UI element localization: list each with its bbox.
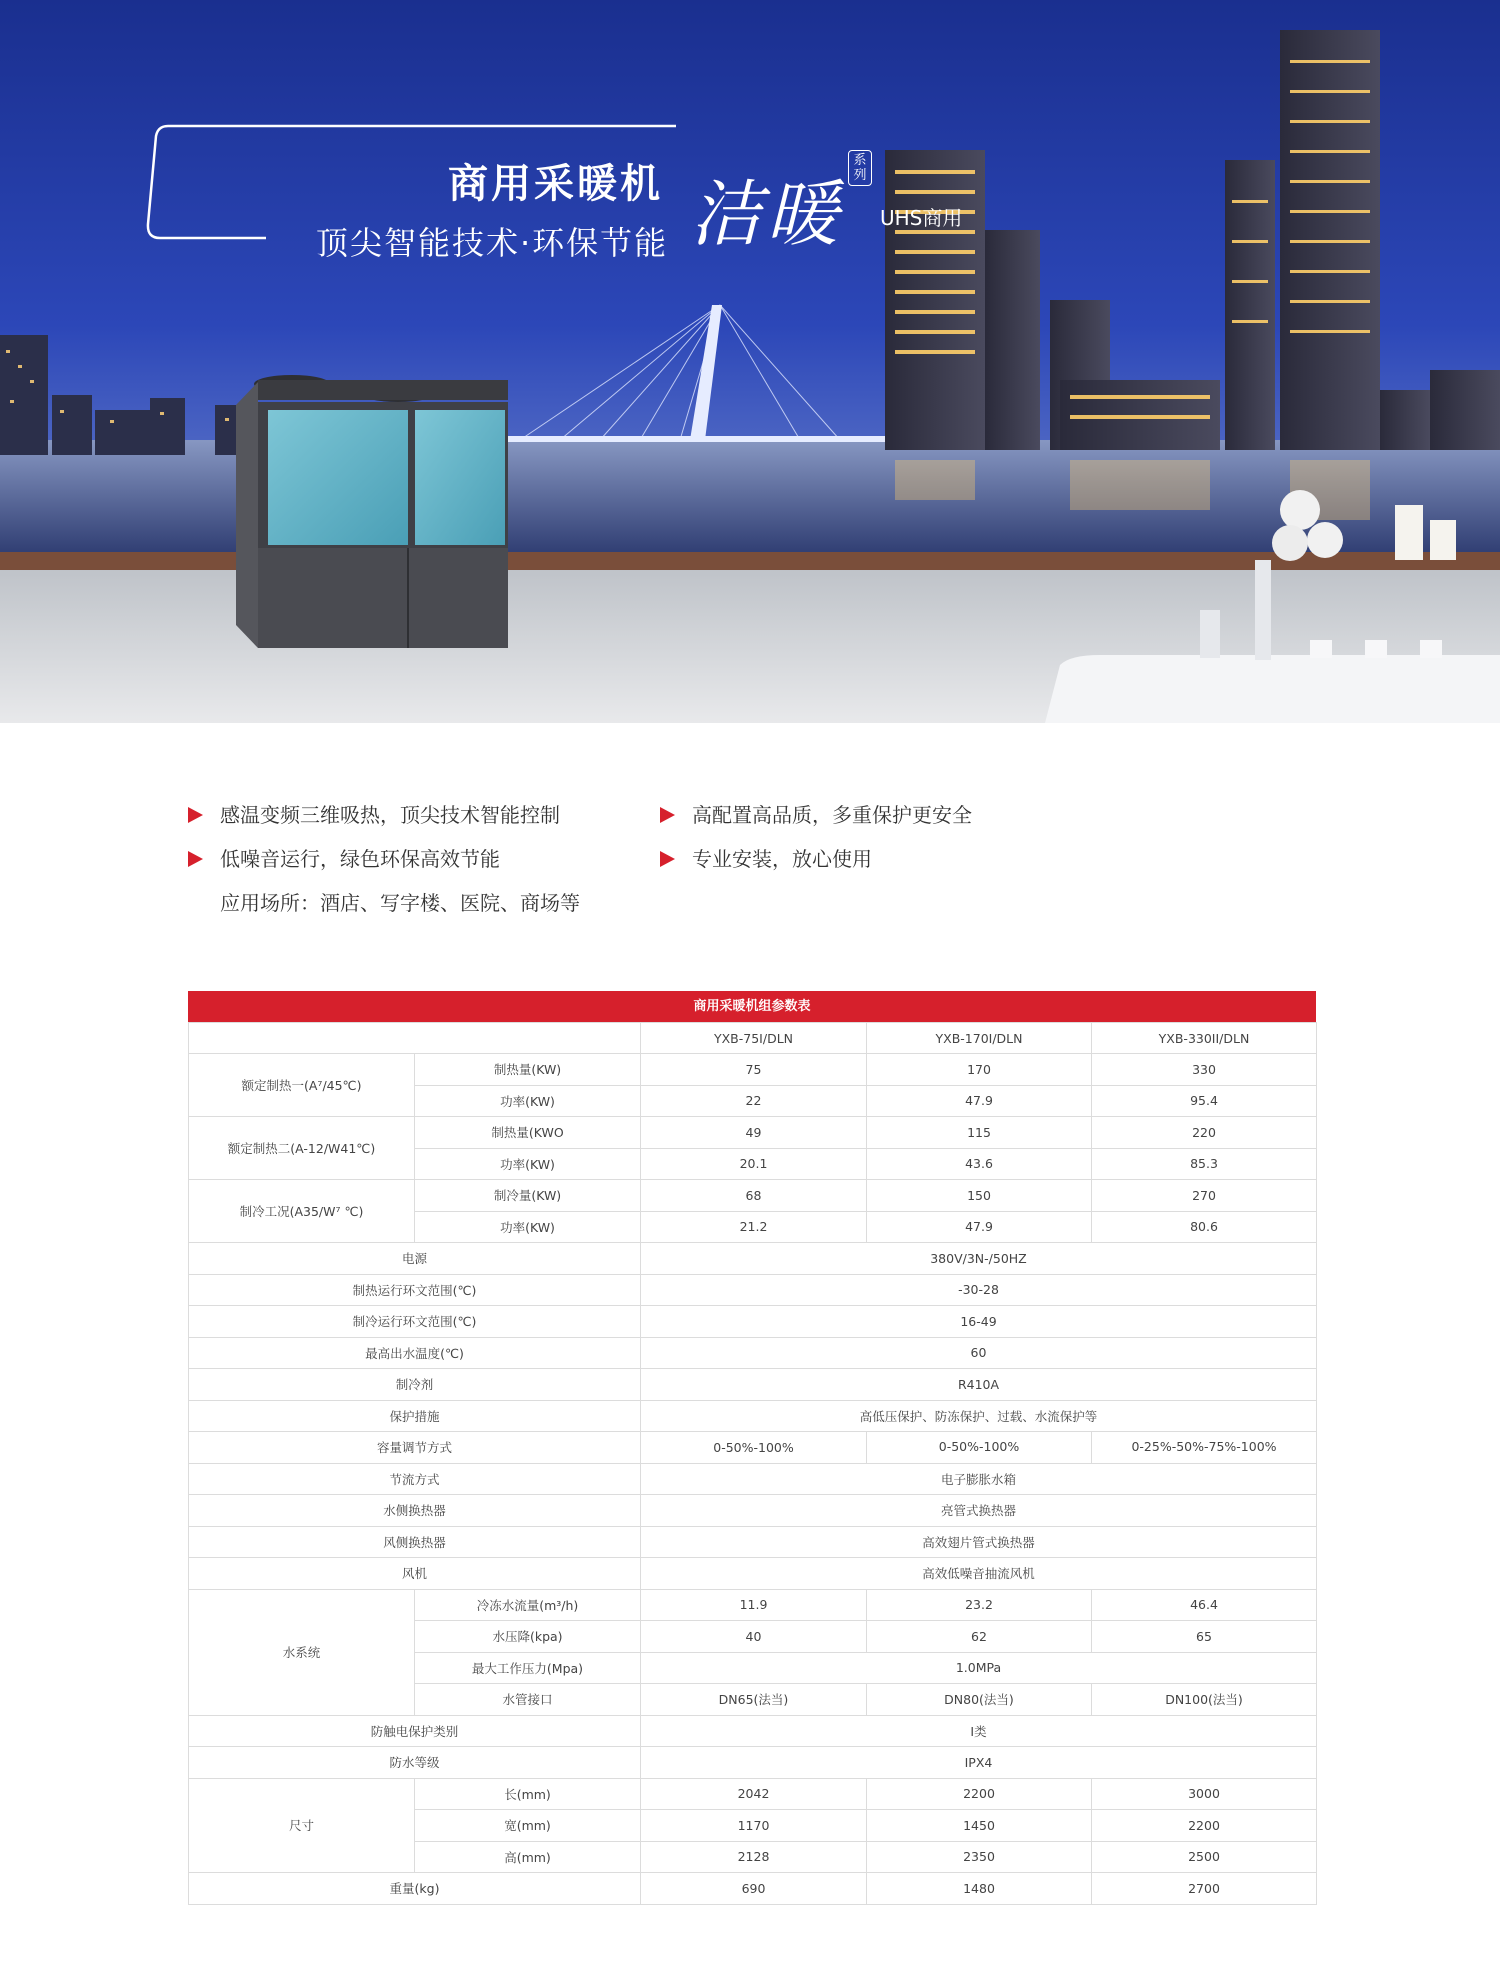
hero-banner <box>0 0 1500 723</box>
row-label: 保护措施 <box>189 1400 641 1432</box>
series-name: UHS商用 <box>880 206 963 230</box>
cell-value: 65 <box>1092 1621 1317 1653</box>
cell-value: 22 <box>641 1085 867 1117</box>
table-row <box>189 1180 1317 1212</box>
cell-value: 高效低噪音抽流风机 <box>641 1558 1317 1590</box>
table-row <box>189 1495 1317 1527</box>
row-label: 电源 <box>189 1243 641 1275</box>
row-label: 水侧换热器 <box>189 1495 641 1527</box>
cell-value: 85.3 <box>1092 1148 1317 1180</box>
group-label: 额定制热二(A-12/W41℃) <box>189 1117 415 1180</box>
table-row <box>189 1369 1317 1401</box>
table-row <box>189 1432 1317 1464</box>
heat-pump-unit-image <box>236 375 508 648</box>
model-header: YXB-330II/DLN <box>1092 1023 1317 1054</box>
table-row <box>189 1337 1317 1369</box>
cell-value: 49 <box>641 1117 867 1149</box>
table-title: 商用采暖机组参数表 <box>188 991 1316 1022</box>
row-label: 节流方式 <box>189 1463 641 1495</box>
table-row <box>189 1526 1317 1558</box>
row-label: 防触电保护类别 <box>189 1715 641 1747</box>
cell-value: 1450 <box>867 1810 1092 1842</box>
cell-value: 1480 <box>867 1873 1092 1905</box>
cell-value: 150 <box>867 1180 1092 1212</box>
cell-value: 11.9 <box>641 1589 867 1621</box>
cell-value: 亮管式换热器 <box>641 1495 1317 1527</box>
group-label: 水系统 <box>189 1589 415 1715</box>
cell-value-split <box>867 1432 1317 1464</box>
bullet-triangle-icon <box>660 807 675 823</box>
row-label: 冷冻水流量(m³/h) <box>415 1589 641 1621</box>
cell-value: 2700 <box>1092 1873 1317 1905</box>
row-label: 防水等级 <box>189 1747 641 1779</box>
table-header-blank <box>189 1023 641 1054</box>
table-row <box>189 1117 1317 1149</box>
cell-value: DN100(法当) <box>1092 1684 1317 1716</box>
table-row <box>189 1243 1317 1275</box>
cell-value: 40 <box>641 1621 867 1653</box>
cell-value: 80.6 <box>1092 1211 1317 1243</box>
cell-value: 2128 <box>641 1841 867 1873</box>
cell-value: 115 <box>867 1117 1092 1149</box>
cell-value: 170 <box>867 1054 1092 1086</box>
row-label: 风机 <box>189 1558 641 1590</box>
series-tag: 系列 <box>848 150 872 186</box>
cell-value: 0-50%-100% <box>641 1432 867 1464</box>
banner-subtitle: 顶尖智能技术·环保节能 <box>316 224 669 262</box>
row-label: 功率(KW) <box>415 1148 641 1180</box>
row-label: 最高出水温度(℃) <box>189 1337 641 1369</box>
cell-value: 47.9 <box>867 1211 1092 1243</box>
cell-value: 23.2 <box>867 1589 1092 1621</box>
cell-value: 1.0MPa <box>641 1652 1317 1684</box>
cell-value: R410A <box>641 1369 1317 1401</box>
cell-value: I类 <box>641 1715 1317 1747</box>
cell-value: 330 <box>1092 1054 1317 1086</box>
cell-value: 270 <box>1092 1180 1317 1212</box>
row-label: 高(mm) <box>415 1841 641 1873</box>
bullet-triangle-icon <box>188 807 203 823</box>
cell-value: 1170 <box>641 1810 867 1842</box>
row-label: 功率(KW) <box>415 1211 641 1243</box>
feature-text: 专业安装，放心使用 <box>692 847 872 871</box>
group-label: 尺寸 <box>189 1778 415 1873</box>
cell-value: 2350 <box>867 1841 1092 1873</box>
cell-value: 2042 <box>641 1778 867 1810</box>
table-row <box>189 1463 1317 1495</box>
cell-value: 2200 <box>1092 1810 1317 1842</box>
feature-list <box>0 790 1500 930</box>
cell-value: 高效翅片管式换热器 <box>641 1526 1317 1558</box>
cell-value: 21.2 <box>641 1211 867 1243</box>
spec-table <box>188 1022 1317 1905</box>
cell-value: 20.1 <box>641 1148 867 1180</box>
row-label: 制热量(KWO <box>415 1117 641 1149</box>
cell-value: 690 <box>641 1873 867 1905</box>
row-label: 制冷剂 <box>189 1369 641 1401</box>
group-label: 额定制热一(A⁷/45℃) <box>189 1054 415 1117</box>
bullet-triangle-icon <box>188 851 203 867</box>
row-label: 制热运行环文范围(℃) <box>189 1274 641 1306</box>
table-row <box>189 1400 1317 1432</box>
brand-logo-text: 洁暖 <box>690 172 843 256</box>
cell-value: 60 <box>641 1337 1317 1369</box>
row-label: 功率(KW) <box>415 1085 641 1117</box>
cell-value: 16-49 <box>641 1306 1317 1338</box>
cell-value: -30-28 <box>641 1274 1317 1306</box>
table-row <box>189 1747 1317 1779</box>
row-label: 水压降(kpa) <box>415 1621 641 1653</box>
table-row <box>189 1873 1317 1905</box>
row-label: 最大工作压力(Mpa) <box>415 1652 641 1684</box>
table-row <box>189 1054 1317 1086</box>
table-row <box>189 1558 1317 1590</box>
table-row <box>189 1274 1317 1306</box>
table-row <box>189 1589 1317 1621</box>
table-row <box>189 1715 1317 1747</box>
cell-value: 46.4 <box>1092 1589 1317 1621</box>
cell-value: 高低压保护、防冻保护、过载、水流保护等 <box>641 1400 1317 1432</box>
cell-value: 68 <box>641 1180 867 1212</box>
row-label: 长(mm) <box>415 1778 641 1810</box>
cell-value: 75 <box>641 1054 867 1086</box>
cell-value: 0-25%-50%-75%-100% <box>1131 1439 1277 1454</box>
cell-value: 62 <box>867 1621 1092 1653</box>
table-row <box>189 1778 1317 1810</box>
cell-value: 43.6 <box>867 1148 1092 1180</box>
cell-value: 47.9 <box>867 1085 1092 1117</box>
cell-value: 2500 <box>1092 1841 1317 1873</box>
banner-title: 商用采暖机 <box>448 161 663 207</box>
cell-value: 95.4 <box>1092 1085 1317 1117</box>
feature-text: 感温变频三维吸热，顶尖技术智能控制 <box>220 803 560 827</box>
cell-value: 2200 <box>867 1778 1092 1810</box>
model-header: YXB-75I/DLN <box>641 1023 867 1054</box>
cell-value: 380V/3N-/50HZ <box>641 1243 1317 1275</box>
row-label: 制热量(KW) <box>415 1054 641 1086</box>
cell-value: 电子膨胀水箱 <box>641 1463 1317 1495</box>
cell-value: IPX4 <box>641 1747 1317 1779</box>
row-label: 制冷量(KW) <box>415 1180 641 1212</box>
cell-value: 220 <box>1092 1117 1317 1149</box>
cell-value: 3000 <box>1092 1778 1317 1810</box>
row-label: 容量调节方式 <box>189 1432 641 1464</box>
cell-value: DN65(法当) <box>641 1684 867 1716</box>
table-header-row <box>189 1023 1317 1054</box>
feature-text: 高配置高品质，多重保护更安全 <box>692 803 972 827</box>
feature-text: 应用场所：酒店、写字楼、医院、商场等 <box>220 891 580 915</box>
cell-value: 0-50%-100% <box>867 1432 1092 1463</box>
group-label: 制冷工况(A35/W⁷ ℃) <box>189 1180 415 1243</box>
bullet-triangle-icon <box>660 851 675 867</box>
row-label: 宽(mm) <box>415 1810 641 1842</box>
model-header: YXB-170I/DLN <box>867 1023 1092 1054</box>
row-label: 制冷运行环文范围(℃) <box>189 1306 641 1338</box>
cell-value: DN80(法当) <box>867 1684 1092 1716</box>
row-label: 水管接口 <box>415 1684 641 1716</box>
table-row <box>189 1306 1317 1338</box>
city-night-scene <box>0 0 1500 723</box>
row-label: 重量(kg) <box>189 1873 641 1905</box>
row-label: 风侧换热器 <box>189 1526 641 1558</box>
feature-text: 低噪音运行，绿色环保高效节能 <box>220 847 500 871</box>
